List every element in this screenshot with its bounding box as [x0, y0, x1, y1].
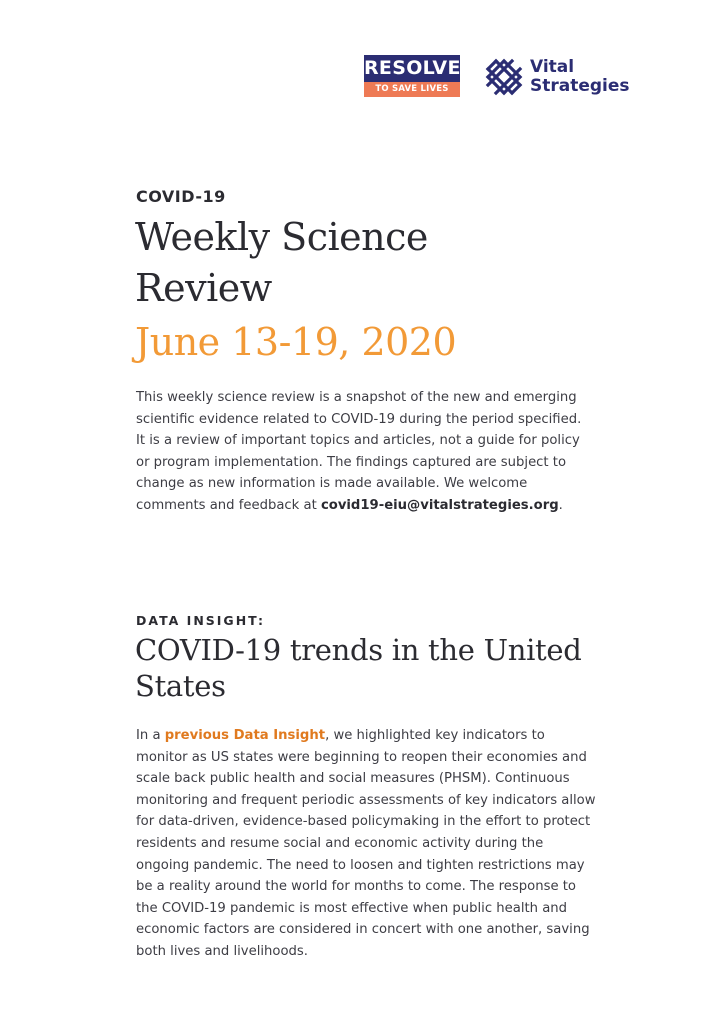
report-title — [135, 212, 605, 314]
previous-data-insight-link[interactable]: previous Data Insight — [164, 728, 326, 743]
section-title: COVID-19 trends in the United States — [135, 633, 582, 703]
intro-text: This weekly science review is a snapshot of the new and emerging scientific evidence related to COVID-19 during the period specified. It is a review of important topics and articles, not a guide for policy or program implementation. The findings captured are subject to change as new information is made available. We welcome comments and feedback at — [136, 390, 582, 513]
vital-wordmark-line2: Strategies — [530, 76, 630, 96]
section-label: DATA INSIGHT: — [136, 613, 265, 628]
report-date-range: June 13-19, 2020 — [135, 320, 457, 364]
resolve-to-save-lives-logo — [364, 55, 460, 97]
report-eyebrow: COVID-19 — [136, 187, 226, 206]
intro-end: . — [558, 497, 563, 513]
data-insight-paragraph — [136, 725, 598, 963]
report-title-line2: Review — [135, 266, 272, 310]
resolve-logo-wordmark: RESOLVE — [364, 55, 460, 82]
intro-paragraph — [136, 387, 594, 517]
body-rest: , we highlighted key indicators to monitor as US states were beginning to reopen their economies and scale back public health and social measures (PHSM). Continuous monitoring and frequent periodic assessments of key indicators allow for data-driven, evidence-based policymaking in the effort to protect residents and resume social and economic activity during the ongoing pandemic. The need to loosen and tighten restrictions may be a reality around the world for months to come. The response to the COVID-19 pandemic is most effective when public health and economic factors are considered in concert with one another, saving both lives and livelihoods. — [136, 728, 596, 959]
vital-strategies-wordmark — [530, 58, 630, 96]
body-prefix: In a — [136, 728, 165, 743]
report-title-line1: Weekly Science — [135, 215, 428, 259]
vital-strategies-mark-icon — [482, 55, 526, 99]
vital-strategies-logo — [482, 55, 632, 99]
resolve-logo-tagline: TO SAVE LIVES — [364, 82, 460, 97]
vital-wordmark-line1: Vital — [530, 57, 575, 77]
contact-email: covid19-eiu@vitalstrategies.org — [320, 497, 559, 513]
